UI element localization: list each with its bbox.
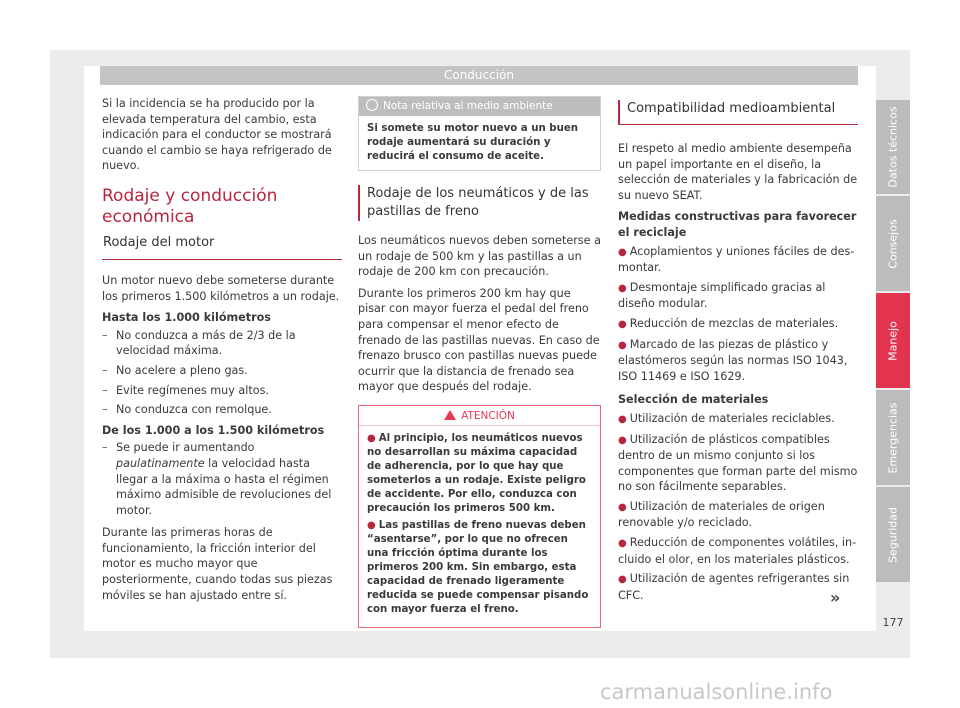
list-item: – No acelere a pleno gas. — [102, 363, 342, 379]
bullet-icon: ● — [618, 413, 627, 425]
list-item — [618, 411, 858, 428]
bullet-icon: ● — [618, 318, 627, 330]
tab-label: Manejo — [886, 320, 900, 361]
list-item: – No conduzca a más de 2/3 de la velocidad máxima. — [102, 328, 342, 359]
list-item — [102, 440, 342, 518]
tab-label: Emergencias — [886, 401, 900, 474]
warning-item — [367, 519, 592, 617]
list-item-text: Utilización de agentes refrigerantes sin CFC. — [618, 572, 850, 602]
tab-datos-tecnicos[interactable] — [876, 100, 910, 194]
section-heading: Rodaje de los neumáticos y de las pastillas de freno — [358, 185, 601, 221]
warning-title: ATENCIÓN — [461, 409, 515, 422]
page-number: 177 — [882, 616, 904, 629]
group-title: Selección de materiales — [618, 393, 769, 407]
watermark: carmanualsonline.info — [600, 680, 833, 704]
paragraph: El respeto al medio ambiente desempeña un papel importante en el diseño, la selección de materiales y la fabricación de su nuevo SEAT. — [618, 142, 858, 202]
list-item — [618, 244, 858, 276]
list-item-text: la velocidad hasta llegar a la máxima o hasta el régimen máximo admisible de revoluciones del motor. — [116, 456, 332, 517]
paragraph: Un motor nuevo debe someterse durante los primeros 1.500 kilómetros a un rodaje. — [102, 273, 340, 303]
note-title: Nota relativa al medio ambiente — [383, 100, 553, 112]
tab-label: Datos técnicos — [886, 106, 900, 188]
bullet-icon: ● — [618, 501, 627, 513]
list-item — [618, 337, 858, 385]
subsection-heading: Rodaje del motor — [102, 234, 342, 260]
section-heading: Compatibilidad medioambiental — [618, 100, 858, 125]
chapter-header: Conducción — [100, 66, 858, 85]
note-header — [359, 97, 600, 116]
list-item-text: Utilización de materiales reciclables. — [629, 411, 835, 425]
list-item-text: Utilización de plásticos compatibles dentro de un mismo conjunto si los componentes que forman parte del mismo no son fácilmente separables. — [618, 432, 858, 494]
warning-body — [359, 426, 600, 627]
bullet-icon: ● — [618, 282, 627, 294]
tab-emergencias[interactable] — [876, 390, 910, 485]
list-item — [618, 316, 858, 333]
dash-list — [102, 328, 342, 418]
tab-label: Seguridad — [886, 506, 900, 563]
group-title: Hasta los 1.000 kilómetros — [102, 311, 271, 325]
bullet-icon: ● — [367, 519, 376, 531]
bullet-icon: ● — [618, 538, 627, 550]
paragraph: Durante las primeras horas de funcionamiento, la fricción interior del motor es mucho mayor que posteriormente, cuando todas sus piezas móviles se han ajustado entre sí. — [102, 526, 333, 602]
list-item — [618, 499, 858, 531]
column-left — [102, 96, 342, 609]
list-item-text: Acoplamientos y uniones fáciles de desmontar. — [618, 244, 855, 275]
list-item-text: Marcado de las piezas de plástico y elastómeros según las normas ISO 1043, ISO 11469 e ISO 1629. — [618, 337, 848, 383]
section-heading: Rodaje y conducción económica — [102, 185, 278, 227]
environment-note — [358, 96, 601, 171]
column-right — [618, 96, 858, 607]
list-item: – No conduzca con remolque. — [102, 402, 342, 418]
warning-item — [367, 432, 592, 516]
note-body: Si somete su motor nuevo a un buen rodaje aumentará su duración y reducirá el consumo de aceite. — [367, 123, 578, 162]
list-item — [618, 571, 858, 603]
list-item-emphasis: paulatinamente — [116, 456, 205, 470]
warning-icon — [444, 410, 456, 420]
list-item-text: Se puede ir aumentando — [116, 441, 255, 455]
tab-seguridad[interactable] — [876, 487, 910, 582]
warning-box — [358, 405, 601, 628]
bullet-icon: ● — [618, 246, 627, 258]
warning-item-text: Las pastillas de freno nuevas deben “asentarse”, por lo que no ofrecen una fricción óptima durante los primeros 200 km. Sin embargo, esta capacidad de frenado ligeramente reducida se puede compensar pisando con mayor fuerza el freno. — [367, 519, 589, 615]
leaf-icon — [366, 99, 378, 111]
bullet-icon: ● — [618, 574, 627, 586]
tab-manejo[interactable] — [876, 293, 910, 388]
list-item-text: Utilización de materiales de origen renovable y/o reciclado. — [618, 499, 825, 530]
column-middle — [358, 96, 601, 628]
paragraph: Durante los primeros 200 km hay que pisar con mayor fuerza el pedal del freno para compensar el menor efecto de frenado de las pastillas nuevas. En caso de frenazo brusco con pastillas nuevas puede ocurrir que la distancia de frenado sea mayor que después del rodaje. — [358, 286, 600, 394]
bullet-icon: ● — [618, 339, 627, 351]
list-item — [618, 432, 858, 495]
warning-item-text: Al principio, los neumáticos nuevos no desarrollan su máxima capacidad de adherencia, por lo que hay que someterlos a un rodaje. Existe peligro de accidente. Por ello, conduzca con precaución los primeros 500 km. — [367, 432, 586, 514]
intro-paragraph: Si la incidencia se ha producido por la elevada temperatura del cambio, esta indicación para el conductor se mostrará cuando el cambio se haya refrigerado de nuevo. — [102, 97, 332, 173]
list-item — [618, 280, 858, 312]
continue-icon: » — [830, 588, 841, 607]
list-item-text: Reducción de mezclas de materiales. — [629, 316, 839, 330]
paragraph: Los neumáticos nuevos deben someterse a un rodaje de 500 km y las pastillas a un rodaje de 200 km con precaución. — [358, 234, 601, 279]
group-title: Medidas constructivas para favorecer el reciclaje — [618, 210, 857, 239]
chapter-tabs — [876, 100, 910, 584]
list-item-text: Desmontaje simplificado gracias al diseño modular. — [618, 280, 826, 311]
bullet-icon: ● — [367, 432, 376, 444]
group-title: De los 1.000 a los 1.500 kilómetros — [102, 423, 325, 437]
bullet-icon: ● — [618, 434, 627, 446]
warning-header — [359, 406, 600, 426]
tab-label: Consejos — [886, 218, 900, 269]
list-item-text: Reducción de componentes volátiles, incluido el olor, en los materiales plásticos. — [618, 536, 857, 566]
list-item — [618, 535, 858, 567]
tab-consejos[interactable] — [876, 196, 910, 291]
list-item: – Evite regímenes muy altos. — [102, 383, 342, 399]
